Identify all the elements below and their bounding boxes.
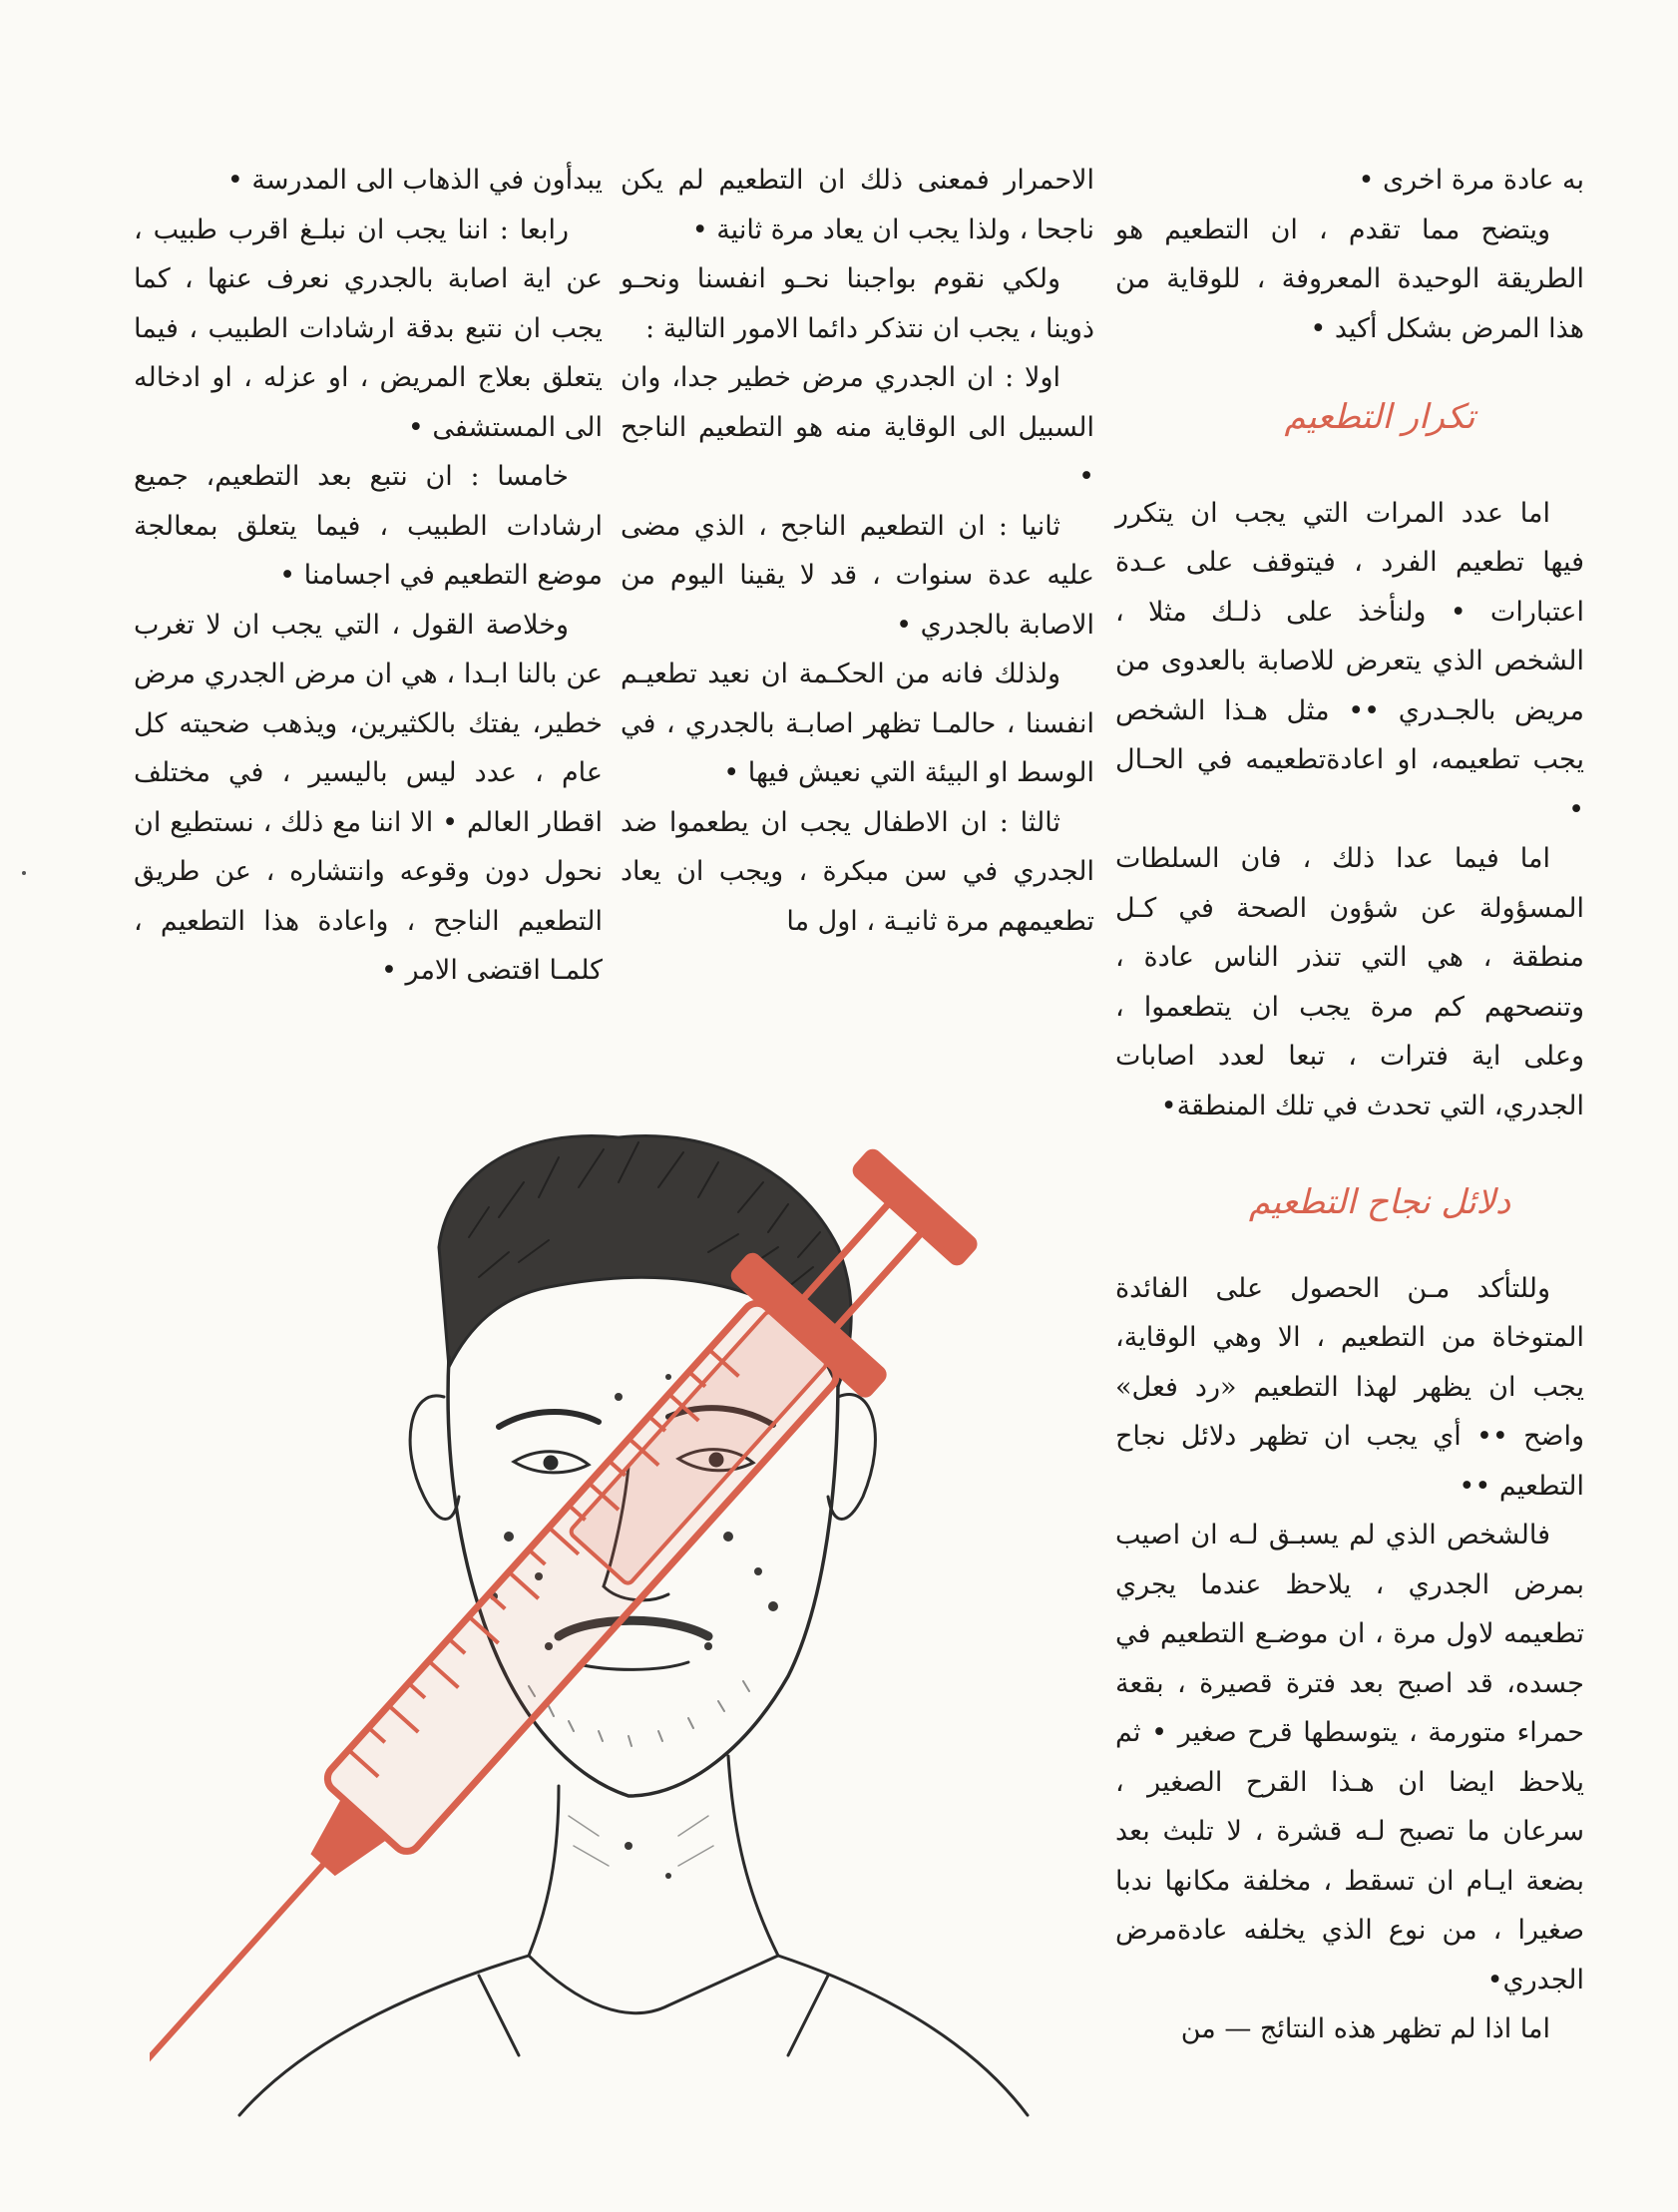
section-heading-vaccination-repeat: تكرار التطعيم <box>1284 397 1475 437</box>
paragraph: اما اذا لم تظهر هذه النتائج — من <box>1180 2013 1550 2044</box>
paragraph: فالشخص الذي لم يسبـق لـه ان اصيب بمرض الجدري ، يلاحظ عندما يجري تطعيمه لاول مرة ، ان موضـع التطعيم في جسده، قد اصبح بعد فترة قصيرة ، بقعة حمراء متورمة ، يتوسطها قرح صغير • ثم يلاحظ ايضا ان هـذا القرح الصغير ، سرعان ما تصبح لـه قشرة ، لا تلبث بعد بضعة ايـام ان تسقط ، مخلفة مكانها ندبا صغيرا ، من نوع الذي يخلفه عادةمرض الجدري• <box>1115 1520 1584 1995</box>
paragraph: ثانيا : ان التطعيم الناجح ، الذي مضى عليه عدة سنوات ، قد لا يقينا اليوم من الاصابة بالجدري • <box>621 510 1094 641</box>
column-left <box>134 156 603 996</box>
paragraph: اما فيما عدا ذلك ، فان السلطات المسؤولة عن شؤون الصحة في كـل منطقة ، هي التي تنذر الناس عادة ، وتنصحهم كم مرة يجب ان يتطعموا ، وعلى اية فترات ، تبعا لعدد اصابات الجدري، التي تحدث في تلك المنطقة• <box>1115 843 1584 1121</box>
section-heading-vaccination-success: دلائل نجاح التطعيم <box>1248 1182 1511 1222</box>
paragraph: ويتضح مما تقدم ، ان التطعيم هو الطريقة الوحيدة المعروفة ، للوقاية من هذا المرض بشكل أكيد • <box>1115 214 1584 344</box>
paragraph: الاحمرار فمعنى ذلك ان التطعيم لم يكن ناجحا ، ولذا يجب ان يعاد مرة ثانية • <box>621 165 1094 245</box>
paragraph: ولذلك فانه من الحكـمة ان نعيد تطعيـم انفسنا ، حالمـا تظهر اصابـة بالجدري ، في الوسط او البيئة التي نعيش فيها • <box>621 659 1094 788</box>
column-right <box>1115 156 1584 2054</box>
illustration <box>150 998 1107 2175</box>
paragraph: يبدأون في الذهاب الى المدرسة • <box>226 165 603 196</box>
man-sketch <box>239 1135 1028 2115</box>
paragraph: رابعا : اننا يجب ان نبلـغ اقرب طبيب ، عن اية اصابة بالجدري نعرف عنها ، كما يجب ان نتبع بدقة ارشادات الطبيب ، فيما يتعلق بعلاج المريض ، او عزله ، او ادخاله الى المستشفى • <box>134 214 603 443</box>
paragraph: اولا : ان الجدري مرض خطير جدا، وان السبيل الى الوقاية منه هو التطعيم الناجح • <box>621 362 1094 492</box>
paragraph: وخلاصة القول ، التي يجب ان لا تغرب عن بالنا ابـدا ، هي ان مرض الجدري مرض خطير، يفتك بالكثيرين، ويذهب ضحيته كل عام ، عدد ليس باليسير ، في مختلف اقطار العالم • الا اننا مع ذلك ، نستطيع ان نحول دون وقوعه وانتشاره ، عن طريق التطعيم الناجح ، واعادة هذا التطعيم ، كلمـا اقتضى الامر • <box>134 609 603 986</box>
paragraph: وللتأكد مـن الحصول على الفائدة المتوخاة من التطعيم ، الا وهي الوقاية، يجب ان يظهر لهذا التطعيم «رد فعل» واضح •• أي يجب ان تظهر دلائل نجاح التطعيم •• <box>1115 1272 1584 1502</box>
column-middle <box>621 156 1094 946</box>
stray-ink-dot <box>22 871 26 875</box>
syringe-icon <box>150 1136 991 2175</box>
paragraph: اما عدد المرات التي يجب ان يتكرر فيها تطعيم الفرد ، فيتوقف على عـدة اعتبارات • ولنأخذ على ذلـك مثلا ، الشخص الذي يتعرض للاصابة بالعدوى من مريض بالجـدري •• مثل هـذا الشخص يجب تطعيمه، او اعادةتطعيمه في الحـال • <box>1115 497 1584 825</box>
paragraph: به عادة مرة اخرى • <box>1358 165 1584 196</box>
paragraph: ولكي نقوم بواجبنا نحـو انفسنا ونحـو ذوينا ، يجب ان نتذكر دائما الامور التالية : <box>621 263 1094 344</box>
paragraph: خامسا : ان نتبع بعد التطعيم، جميع ارشادات الطبيب ، فيما يتعلق بمعالجة موضع التطعيم في اجسامنا • <box>134 461 603 591</box>
paragraph: ثالثا : ان الاطفال يجب ان يطعموا ضد الجدري في سن مبكرة ، ويجب ان يعاد تطعيمهم مرة ثانيـة ، اول ما <box>621 806 1094 937</box>
